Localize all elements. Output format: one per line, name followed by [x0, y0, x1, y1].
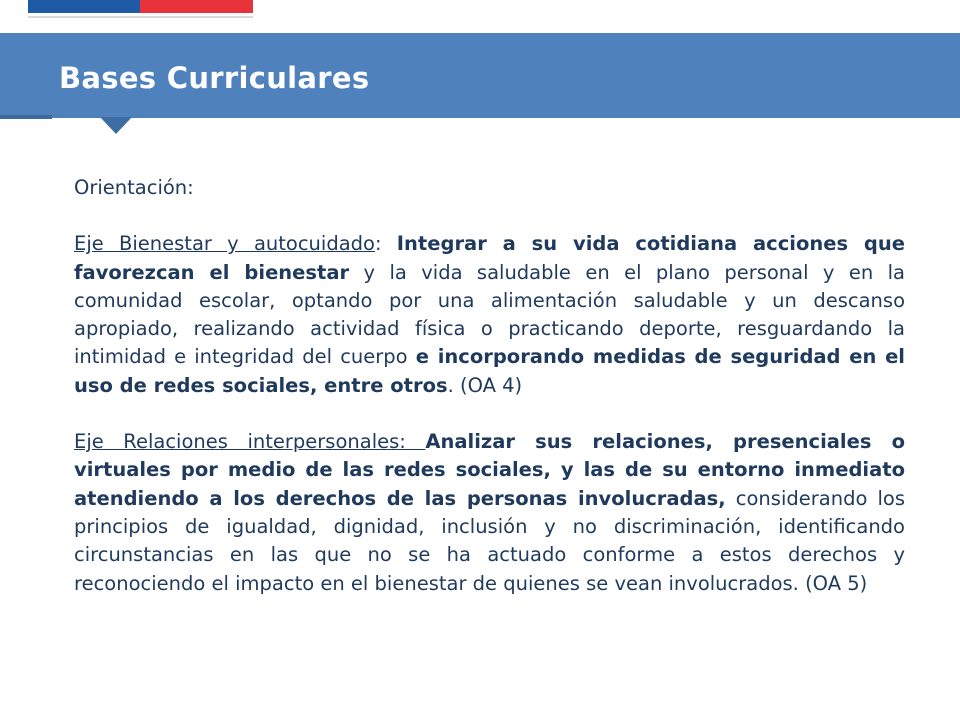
banner-notch — [100, 117, 132, 134]
orientation-label: Orientación: — [74, 176, 194, 199]
axis1-paragraph — [74, 230, 905, 400]
axis1-bold2: e incorporando medidas de seguridad en el uso de redes sociales, entre otros — [74, 345, 905, 397]
axis1-text1: y la vida saludable en el plano personal y en la comunidad escolar, optando por una alimentación saludable y un descanso apropiado, realizando actividad física o practicando deporte, resguardando la intimidad e integridad del cuerpo — [74, 260, 905, 369]
axis1-bold1: Integrar a su vida cotidiana acciones que favorezcan el bienestar — [74, 232, 905, 284]
axis2-bold1: Analizar sus relaciones, presenciales o virtuales por medio de las redes sociales, y las de su entorno inmediato atendiendo a los derechos de las personas involucradas, — [74, 430, 905, 510]
banner-tab — [0, 115, 52, 119]
axis2-text1: considerando los principios de igualdad, dignidad, inclusión y no discriminación, identificando circunstancias en las que no se ha actuado conforme a estos derechos y reconociendo el impacto en el bienestar de quienes se vean involucrados. (OA 5) — [74, 486, 905, 595]
paragraph-gap — [74, 400, 905, 428]
paragraph-gap — [74, 202, 905, 230]
flag-underline — [28, 16, 253, 18]
flag-blue-stripe — [28, 0, 140, 13]
page-title: Bases Curriculares — [59, 61, 370, 95]
axis2-paragraph — [74, 428, 905, 598]
axis1-text2: . (OA 4) — [447, 373, 523, 397]
axis1-title: Eje Bienestar y autocuidado — [74, 232, 375, 256]
flag-red-stripe — [140, 0, 253, 13]
content-body — [74, 174, 905, 598]
axis1-separator: : — [374, 232, 397, 256]
axis2-title: Eje Relaciones interpersonales: — [74, 430, 426, 454]
